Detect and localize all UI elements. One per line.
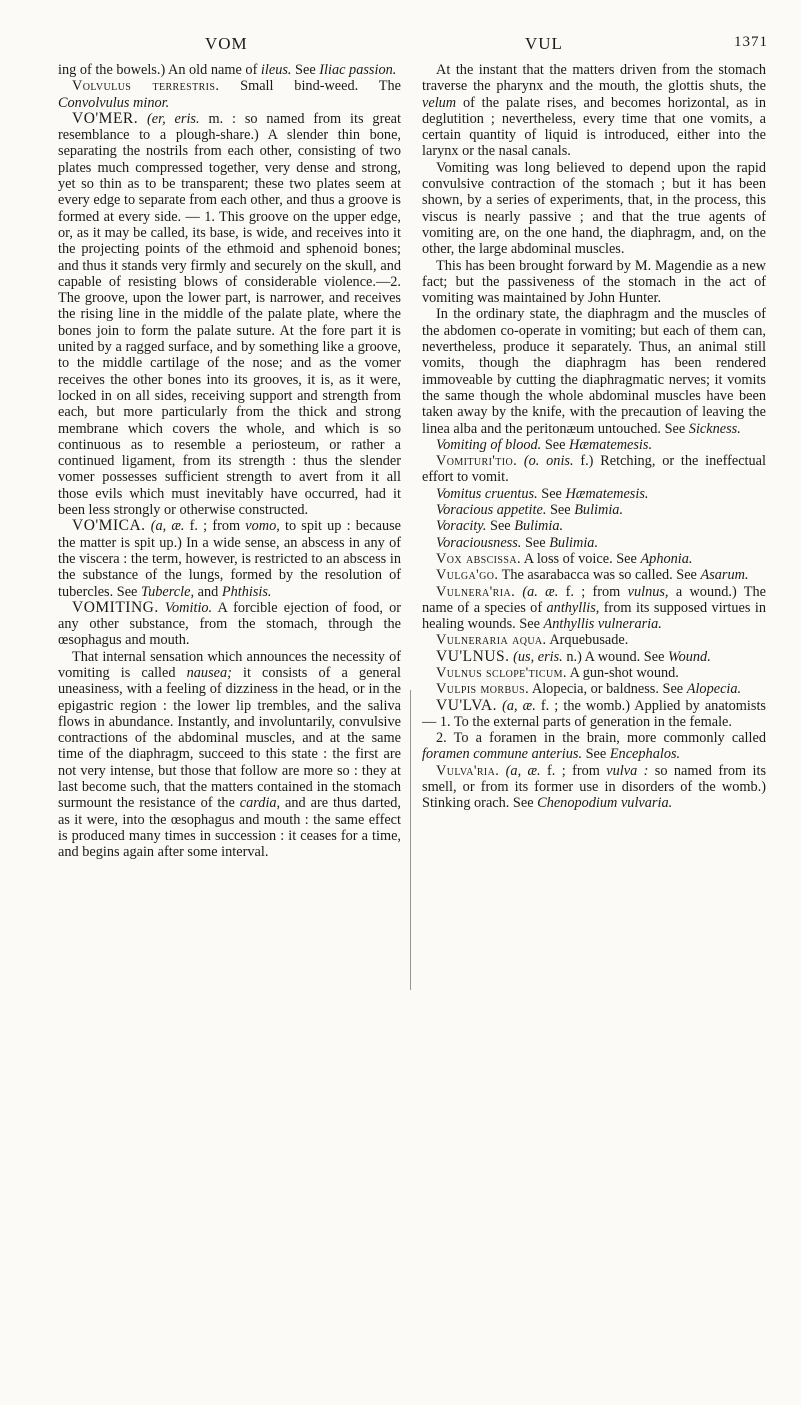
- entry-voracious-appetite: Voracious appetite. See Bulimia.: [436, 502, 624, 519]
- entry-vomiting-of-blood: Vomiting of blood. See Hæmatemesis.: [436, 436, 653, 453]
- entry-continuation: ing of the bowels.) An old name of ileus. See Iliac passion.: [58, 62, 397, 78]
- entry-vomica: VO'MICA. (a, æ. f. ; from vomo, to spit up : because the matter is spit up.) In a wide sense, an abscess in any of the viscera : the term, however, is restricted to an abscess in the substance of the lungs, formed by the resolution of tubercles. See Tubercle, and Phthisis.: [58, 517, 402, 600]
- right-column: [422, 62, 766, 812]
- entry-vulneraria: Vulnera'ria. (a. æ. f. ; from vulnus, a wound.) The name of a species of anthyllis, from its supposed virtues in healing wounds. See Anthyllis vulneraria.: [422, 583, 766, 633]
- vomiting-paragraph: That internal sensation which announces the necessity of vomiting is called nausea; it consists of a general uneasiness, with a feeling of dizziness in the head, or in the epigastric region : the lower lip trembles, and the saliva flows in abundance. Instantly, and involuntarily, convulsive contractions of the abdominal muscles, and at the same time of the diaphragm, succeed to this state : the first are not very intense, but those that follow are more so : they at last become such, that the matters contained in the stomach surmount the resistance of the cardia, and are thus darted, as it were, into the œsophagus and mouth : the same effect is produced many times in succession : it ceases for a time, and begins again after some interval.: [58, 648, 401, 861]
- entry-vulva-sense-2: 2. To a foramen in the brain, more commonly called foramen commune anterius. See Encephalos.: [422, 730, 766, 763]
- page-number: 1371: [734, 34, 768, 50]
- running-head-left: VOM: [205, 34, 248, 53]
- entry-voracity: Voracity. See Bulimia.: [436, 518, 564, 535]
- vomiting-paragraph: Vomiting was long believed to depend upon the rapid convulsive contraction of the stomach ; but it has been shown, by a series of experiments, that, in the process, this viscus is nearly passive ; and that the true agents of vomiting are, on the one hand, the diaphragm, and, on the other, the large abdominal muscles.: [422, 159, 766, 258]
- vomiting-paragraph: This has been brought forward by M. Magendie as a new fact; but the passiveness of the stomach in the act of vomiting was maintained by John Hunter.: [422, 257, 766, 307]
- vomiting-paragraph: In the ordinary state, the diaphragm and the muscles of the abdomen co-operate in vomiting; but each of them can, nevertheless, produce it separately. Thus, an animal still vomits, though the diaphragm has been rendered immoveable by cutting the diaphragmatic nerves; it vomits the same though the whole abdominal muscles have been taken away by the knife, with the precaution of leaving the linea alba and the peritonæum untouched. See Sickness.: [422, 306, 766, 437]
- entry-vulneraria-aqua: Vulneraria aqua. Arquebusade.: [436, 632, 629, 649]
- entry-vomituritio: Vomituri'tio. (o. onis. f.) Retching, or the ineffectual effort to vomit.: [422, 453, 766, 486]
- entry-vomer: VO'MER. (er, eris. m. : so named from its great resemblance to a plough-share.) A slender thin bone, separating the nostrils from each other, consisting of two plates much compressed together, very dense and strong, yet so thin as to be transparent; these two plates seem at every edge to separate from each other, and thus a groove is formed at every side. — 1. This groove on the upper edge, or, as it may be called, its base, is wide, and receives into it the projecting points of the ethmoid and sphenoid bones; and thus it stands very firmly and securely on the skull, and capable of resisting blows of considerable violence.—2. The groove, upon the lower part, is narrower, and receives the rising line in the middle of the palate plate, where the bones join to form the palate suture. At the fore part it is united by a ragged surface, and by something like a groove, to the middle cartilage of the nose; and as the vomer receives the other bones into its grooves, it is, as it were, locked in on all sides, receiving support and strength from each, but more particularly from the thick and strong membrane which covers the whole, and which is so continuous as to resemble a periosteum, or rather a continued ligament, from its strength : thus the slender vomer possesses sufficient strength to avert from it all those evils which must inevitably have occurred, had it been less strongly or otherwise constructed.: [58, 109, 401, 519]
- column-rule: [410, 690, 411, 990]
- entry-vox-abscissa: Vox abscissa. A loss of voice. See Aphonia.: [436, 550, 693, 567]
- vomiting-paragraph: At the instant that the matters driven from the stomach traverse the pharynx and the mouth, the glottis shuts, the velum of the palate rises, and becomes horizontal, as in deglutition ; nevertheless, every time that one vomits, a certain quantity of liquid is introduced, either into the larynx or the nasal canals.: [422, 62, 766, 160]
- entry-vulnus: VU'LNUS. (us, eris. n.) A wound. See Wound.: [436, 647, 711, 665]
- entry-volvulus: Volvulus terrestris. Small bind-weed. The Convolvulus minor.: [58, 78, 401, 111]
- entry-vulvaria: Vulva'ria. (a, æ. f. ; from vulva : so named from its smell, or from its former use in disorders of the womb.) Stinking orach. See Chenopodium vulvaria.: [422, 762, 767, 812]
- entry-vomitus-cruentus: Vomitus cruentus. See Hæmatemesis.: [436, 485, 649, 502]
- left-column: [58, 62, 401, 861]
- entry-vulpis-morbus: Vulpis morbus. Alopecia, or baldness. See Alopecia.: [436, 681, 742, 698]
- entry-vomiting: VOMITING. Vomitio. A forcible ejection of food, or any other substance, from the stomach, through the œsophagus and mouth.: [58, 598, 401, 649]
- entry-voraciousness: Voraciousness. See Bulimia.: [436, 534, 599, 551]
- entry-vulnus-sclopeticum: Vulnus sclope'ticum. A gun-shot wound.: [436, 664, 679, 681]
- running-head-right: VUL: [525, 34, 563, 53]
- entry-vulgago: Vulga'go. The asarabacca was so called. See Asarum.: [436, 567, 749, 584]
- entry-vulva: VU'LVA. (a, æ. f. ; the womb.) Applied by anatomists — 1. To the external parts of generation in the female.: [422, 696, 766, 730]
